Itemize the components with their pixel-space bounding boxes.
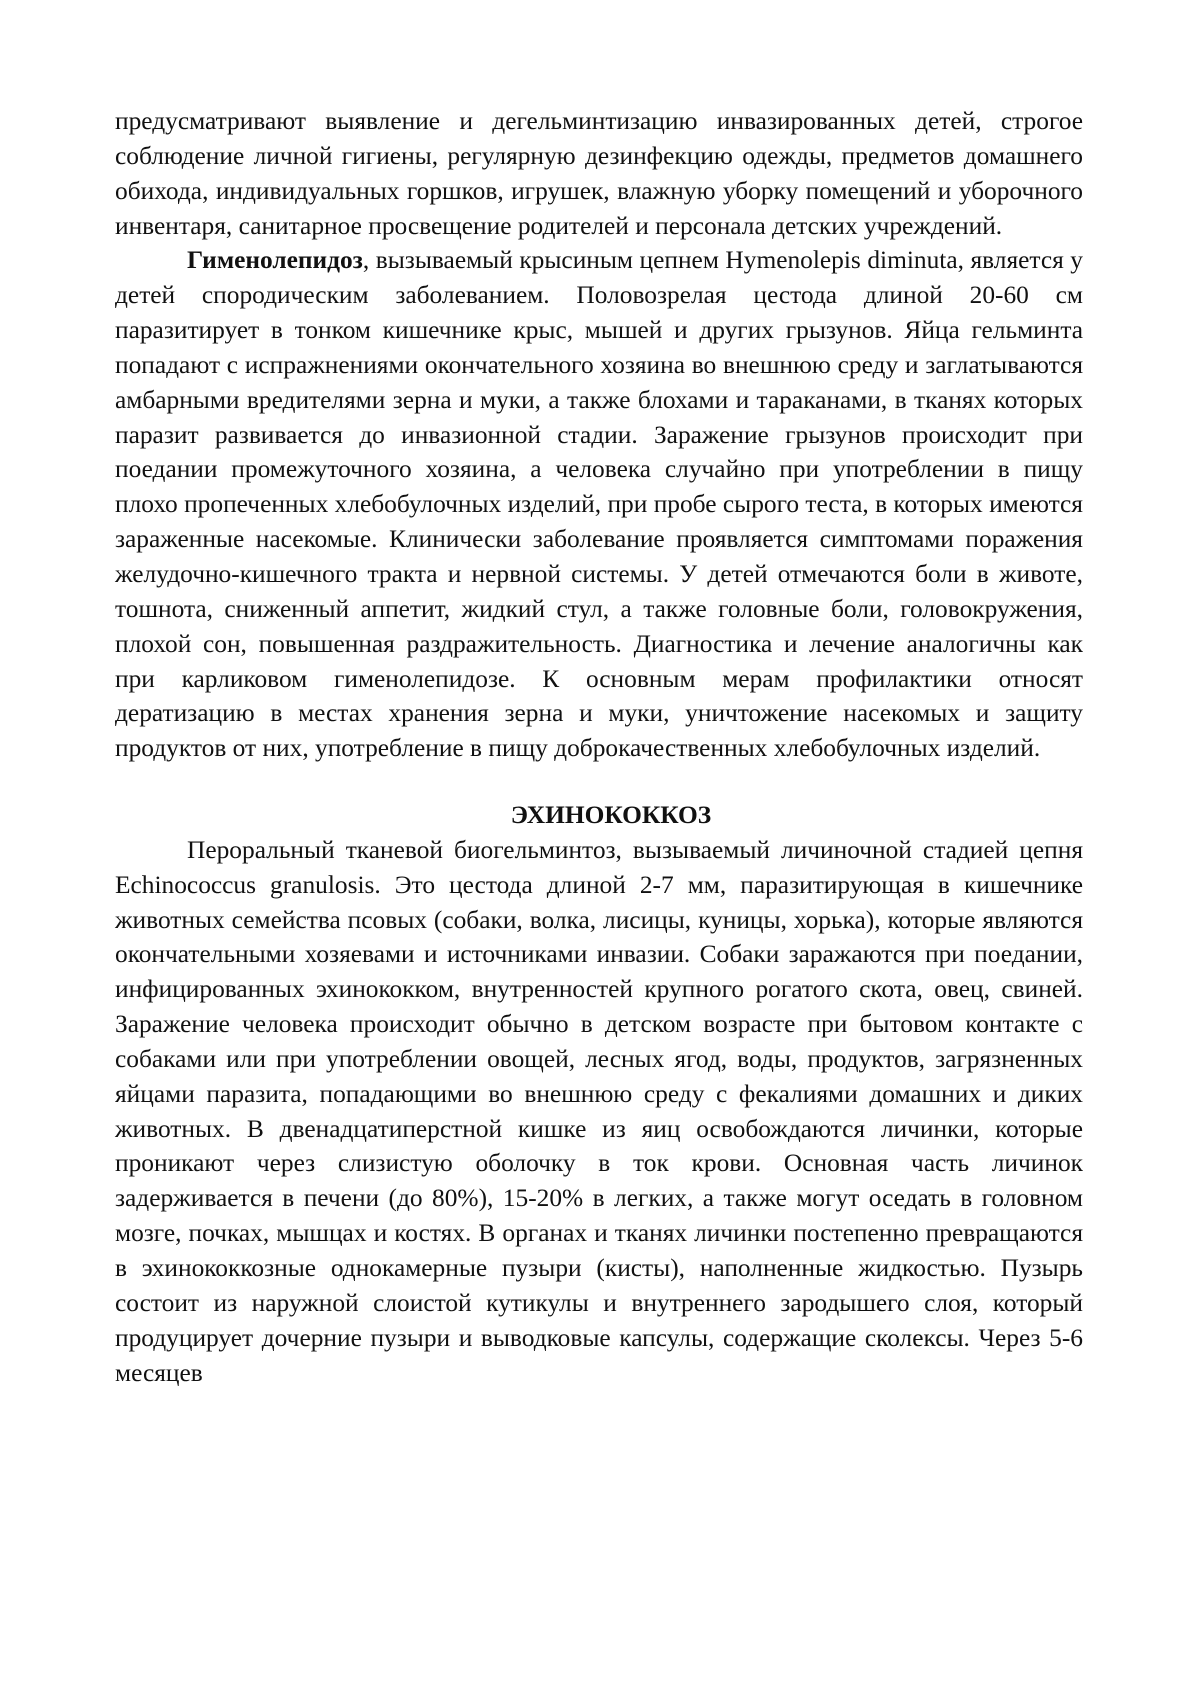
document-page bbox=[115, 104, 1083, 1390]
paragraph-hymenolepiasis bbox=[115, 243, 1083, 766]
term-hymenolepiasis: Гименолепидоз bbox=[187, 246, 363, 275]
paragraph-hymenolepiasis-body: , вызываемый крысиным цепнем Hymenolepis diminuta, является у детей спородическим заболеванием. Половозрелая цестода длиной 20-60 см паразитирует в тонком кишечнике крыс, мышей и других грызунов. Яйца гельминта попадают с испражнениями окончательного хозяина во внешнюю среду и заглатываются амбарными вредителями зерна и муки, а также блохами и тараканами, в тканях которых паразит развивается до инвазионной стадии. Заражение грызунов происходит при поедании промежуточного хозяина, а человека случайно при употреблении в пищу плохо пропеченных хлебобулочных изделий, при пробе сырого теста, в которых имеются зараженные насекомые. Клинически заболевание проявляется симптомами поражения желудочно-кишечного тракта и нервной системы. У детей отмечаются боли в животе, тошнота, сниженный аппетит, жидкий стул, а также головные боли, головокружения, плохой сон, повышенная раздражительность. Диагностика и лечение аналогичны как при карликовом гименолепидозе. К основным мерам профилактики относят дератизацию в местах хранения зерна и муки, уничтожение насекомых и защиту продуктов от них, употребление в пищу доброкачественных хлебобулочных изделий. bbox=[115, 246, 1083, 763]
section-heading-echinococcosis: ЭХИНОКОККОЗ bbox=[510, 801, 712, 830]
paragraph-echinococcosis: Пероральный тканевой биогельминтоз, вызываемый личиночной стадией цепня Echinococcus granulosis. Это цестода длиной 2-7 мм, паразитирующая в кишечнике животных семейства псовых (собаки, волка, лисицы, куницы, хорька), которые являются окончательными хозяевами и источниками инвазии. Собаки заражаются при поедании, инфицированных эхинококком, внутренностей крупного рогатого скота, овец, свиней. Заражение человека происходит обычно в детском возрасте при бытовом контакте с собаками или при употреблении овощей, лесных ягод, воды, продуктов, загрязненных яйцами паразита, попадающими во внешнюю среду с фекалиями домашних и диких животных. В двенадцатиперстной кишке из яиц освобождаются личинки, которые проникают через слизистую оболочку в ток крови. Основная часть личинок задерживается в печени (до 80%), 15-20% в легких, а также могут оседать в головном мозге, почках, мышцах и костях. В органах и тканях личинки постепенно превращаются в эхинококкозные однокамерные пузыри (кисты), наполненные жидкостью. Пузырь состоит из наружной слоистой кутикулы и внутреннего зародышего слоя, который продуцирует дочерние пузыри и выводковые капсулы, содержащие сколексы. Через 5-6 месяцев bbox=[115, 835, 1083, 1387]
paragraph-prevention: предусматривают выявление и дегельминтизацию инвазированных детей, строгое соблюдение личной гигиены, регулярную дезинфекцию одежды, предметов домашнего обихода, индивидуальных горшков, игрушек, влажную уборку помещений и уборочного инвентаря, санитарное просвещение родителей и персонала детских учреждений. bbox=[115, 107, 1083, 240]
